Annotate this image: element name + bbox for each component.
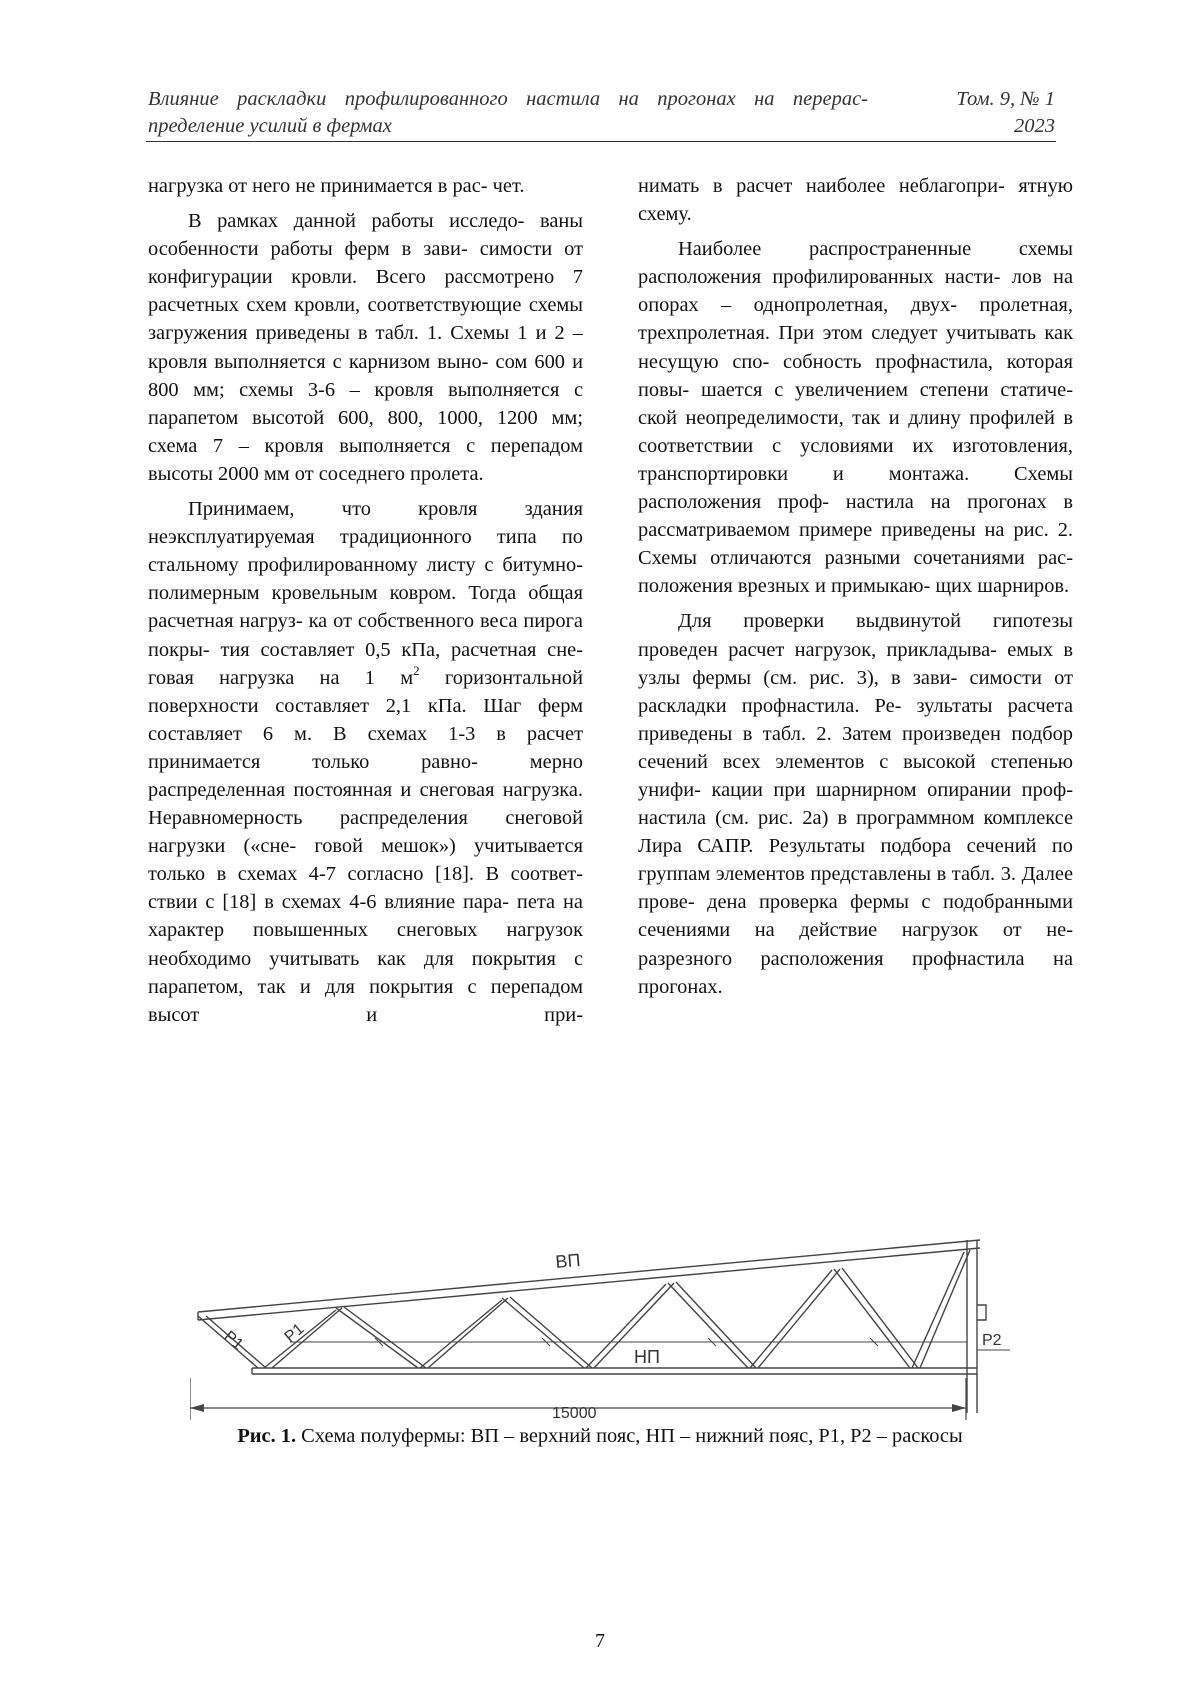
caption-text: Схема полуфермы: ВП – верхний пояс, НП – нижний пояс, Р1, Р2 – раскосы [296,1425,963,1447]
paragraph-text: Принимаем, что кровля здания неэксплуатируемая традиционного типа по стальному профилированному листу с битумно-полимерным кровельным ковром. Тогда общая расчетная нагруз- ка от собственного веса пирога покры- тия составляет 0,5 кПа, расчетная сне- говая нагрузка на 1 м [148,498,583,689]
figure-caption [0,1425,1200,1448]
running-header-title-line1: Влияние раскладки профилированного настила на прогонах на перерас- [148,88,868,110]
figure-truss-diagram [190,1160,1120,1420]
bottom-chord [252,1368,977,1374]
paragraph: Наиболее распространенные схемы расположения профилированных насти- лов на опорах – однопролетная, двух- пролетная, трехпролетная. При этом следует учитывать как несущую спо- собность профнастила, которая повы- шается с увеличением степени статиче- ской неопределимости, так и длину профилей в соответствии с условиями их изготовления, транспортировки и монтажа. Схемы расположения проф- настила на прогонах в рассматриваемом примере приведены на рис. 2. Схемы отличаются разными сочетаниями рас- положения врезных и примыкаю- щих шарниров. [638,238,1073,598]
dimension-arrow-right [952,1404,966,1412]
support-notch [977,1305,986,1320]
label-top-chord: ВП [554,1249,582,1272]
running-header-title-line2: пределение усилий в фермах [148,115,392,137]
paragraph: нимать в расчет наиболее неблагопри- ятную схему. [638,175,1073,226]
paragraph-text: горизонтальной поверхности составляет 2,1 кПа. Шаг ферм составляет 6 м. В схемах 1-3 в расчет принимается только равно- мерно распределенная постоянная и снеговая нагрузка. Неравномерность распределения снеговой нагрузки («сне- говой мешок») учитывается только в схемах 4-7 согласно [18]. В соответ- ствии с [18] в схемах 4-6 влияние пара- пета на характер повышенных снеговых нагрузок необходимо учитывать как для покрытия с парапетом, так и для покрытия с перепадом высот и при- [148,666,583,1026]
left-column [148,172,583,1029]
page-number: 7 [595,1630,605,1652]
label-p1-left: Р1 [220,1328,247,1354]
volume-number: Том. 9, № 1 [956,88,1055,110]
paragraph: нагрузка от него не принимается в рас- чет. [148,175,525,197]
paragraph [148,495,583,1029]
issue-year: 2023 [1014,115,1055,137]
label-p1-right: Р1 [281,1320,308,1347]
paragraph: Для проверки выдвинутой гипотезы проведен расчет нагрузок, прикладыва- емых в узлы фермы (см. рис. 3), в зави- симости от раскладки профнастила. Ре- зультаты расчета приведены в табл. 2. Затем произведен подбор сечений всех элементов с высокой степенью унифи- кации при шарнирном опирании проф- настила (см. рис. 2а) в программном комплексе Лира САПР. Результаты подбора сечений по группам элементов представлены в табл. 3. Далее прове- дена проверка фермы с подобранными сечениями на действие нагрузок от не- разрезного расположения профнастила на прогонах. [638,610,1073,998]
header-rule [146,141,1056,142]
running-header-issue [855,86,1055,140]
label-bottom-chord: НП [634,1347,660,1367]
caption-label: Рис. 1. [237,1425,297,1447]
running-header-title [148,86,868,140]
dimension-label: 15000 [552,1405,597,1420]
truss-drawing [190,1160,1120,1420]
right-column [638,172,1073,1001]
superscript: 2 [413,662,420,678]
top-chord [198,1240,980,1320]
end-post [967,1240,977,1413]
paragraph: В рамках данной работы исследо- ваны особенности работы ферм в зави- симости от конфигурации кровли. Всего рассмотрено 7 расчетных схем кровли, соответствующие схемы загружения приведены в табл. 1. Схемы 1 и 2 – кровля выполняется с карнизом выно- сом 600 и 800 мм; схемы 3-6 – кровля выполняется с парапетом высотой 600, 800, 1000, 1200 мм; схема 7 – кровля выполняется с перепадом высоты 2000 мм от соседнего пролета. [148,210,583,485]
dimension-arrow-left [190,1404,204,1412]
label-p2: Р2 [982,1332,1002,1349]
